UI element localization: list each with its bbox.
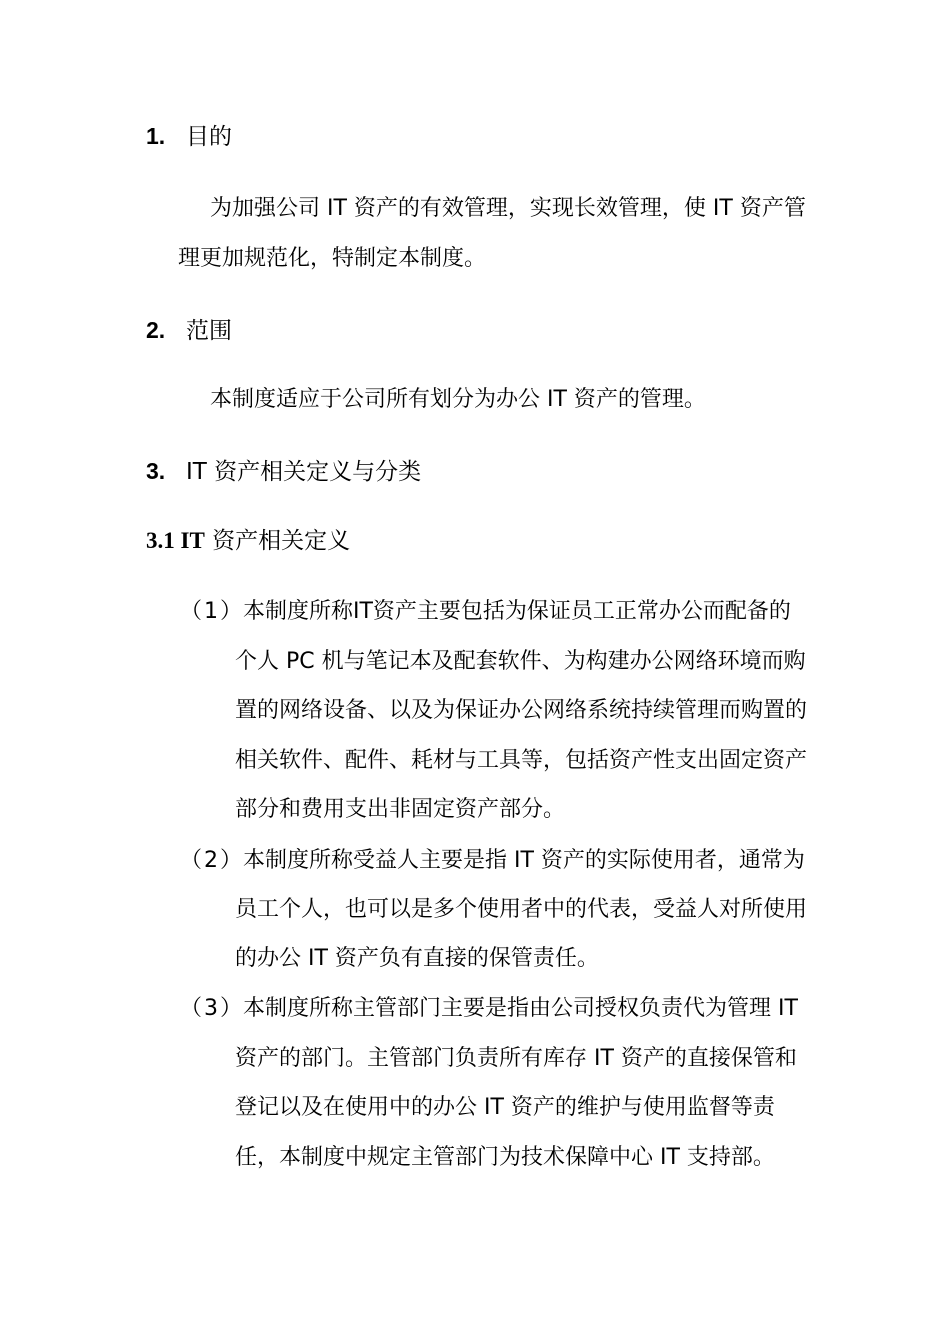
subsection-number: 3.1 IT: [146, 528, 205, 553]
section-title: 范围: [186, 318, 232, 344]
section-2-heading: [146, 312, 232, 345]
list-item-line: 部分和费用支出非固定资产部分。: [235, 797, 566, 822]
list-item-number: （3）: [180, 996, 244, 1021]
subsection-3-1-heading: [146, 522, 350, 555]
list-item-line: 本制度所称IT资产主要包括为保证员工正常办公而配备的: [243, 599, 791, 624]
list-item-line: 任，本制度中规定主管部门为技术保障中心 IT 支持部。: [235, 1145, 775, 1170]
list-item-number: （2）: [180, 848, 244, 873]
section-number: 1.: [146, 123, 166, 149]
list-item-line: 本制度所称主管部门主要是指由公司授权负责代为管理 IT: [243, 996, 798, 1021]
section-1-paragraph-line: 为加强公司 IT 资产的有效管理，实现长效管理，使 IT 资产管: [210, 196, 806, 221]
list-item-line: 相关软件、配件、耗材与工具等，包括资产性支出固定资产: [235, 748, 808, 773]
section-1-heading: [146, 118, 232, 151]
section-3-heading: [146, 453, 421, 486]
list-item-line: 的办公 IT 资产负有直接的保管责任。: [235, 946, 599, 971]
section-title: IT 资产相关定义与分类: [186, 459, 422, 485]
section-title: 目的: [186, 124, 232, 150]
section-number: 3.: [146, 458, 166, 484]
list-item-line: 置的网络设备、以及为保证办公网络系统持续管理而购置的: [235, 698, 808, 723]
section-number: 2.: [146, 317, 166, 343]
list-item-number: （1）: [180, 599, 244, 624]
list-item-line: 本制度所称受益人主要是指 IT 资产的实际使用者，通常为: [243, 848, 805, 873]
list-item-line: 资产的部门。主管部门负责所有库存 IT 资产的直接保管和: [235, 1046, 797, 1071]
list-item-line: 员工个人，也可以是多个使用者中的代表，受益人对所使用: [235, 897, 808, 922]
section-2-paragraph: 本制度适应于公司所有划分为办公 IT 资产的管理。: [210, 387, 706, 412]
section-1-paragraph-line: 理更加规范化，特制定本制度。: [178, 246, 487, 271]
list-item-line: 登记以及在使用中的办公 IT 资产的维护与使用监督等责: [235, 1095, 775, 1120]
list-item-line: 个人 PC 机与笔记本及配套软件、为构建办公网络环境而购: [235, 649, 806, 674]
subsection-title: 资产相关定义: [204, 528, 351, 554]
